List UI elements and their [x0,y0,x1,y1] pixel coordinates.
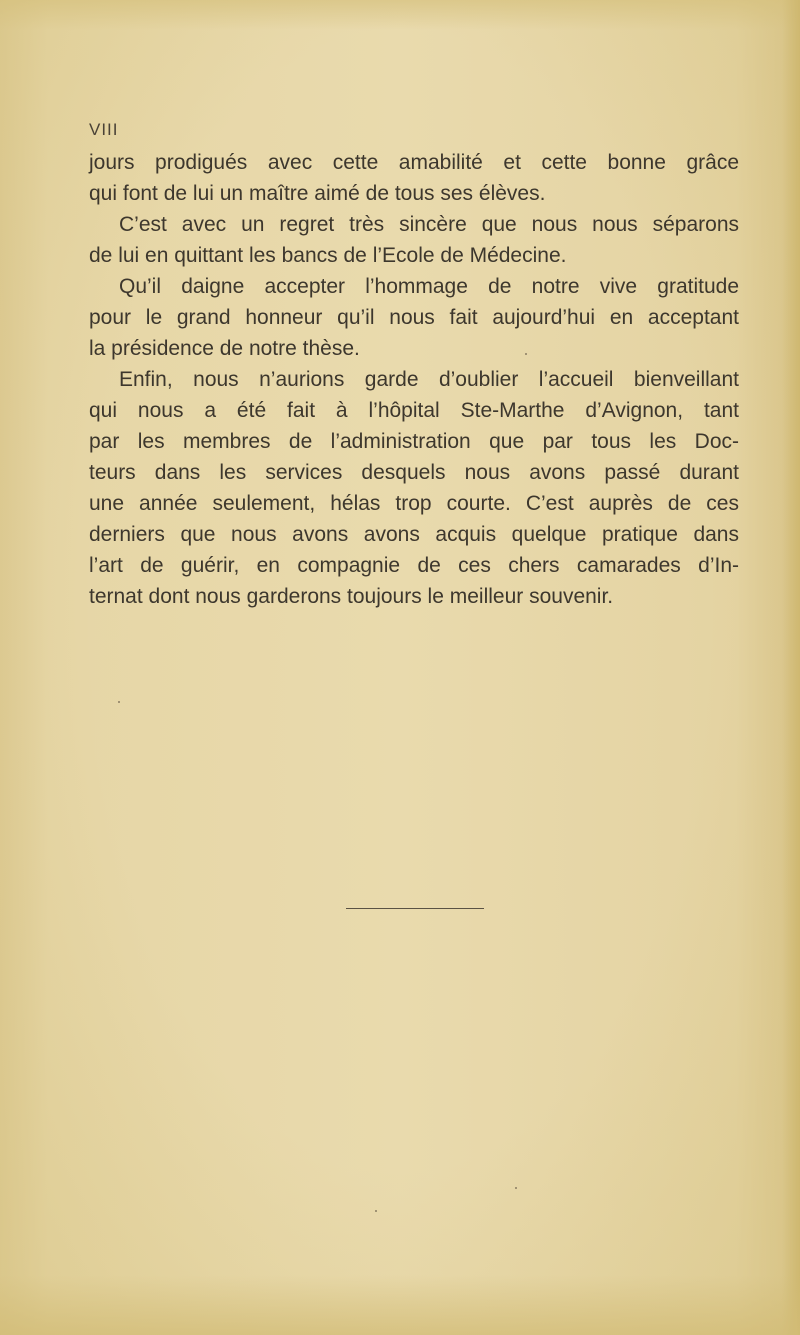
page-number: VIII [89,120,119,139]
paper-speck [525,353,527,355]
text-line: qui font de lui un maître aimé de tous ses élèves. [89,182,546,205]
section-divider [346,908,484,909]
text-line: pour le grand honneur qu’il nous fait aujourd’hui en acceptant [89,306,739,329]
text-line: Enfin, nous n’aurions garde d’oublier l’accueil bienveillant [119,368,739,391]
paper-speck [118,701,120,703]
page-shading-top [0,0,800,30]
text-line: de lui en quittant les bancs de l’Ecole de Médecine. [89,244,567,267]
paper-speck [515,1187,517,1189]
text-line: Qu’il daigne accepter l’hommage de notre vive gratitude [119,275,739,298]
text-line: derniers que nous avons avons acquis quelque pratique dans [89,523,739,546]
text-line: par les membres de l’administration que par tous les Doc- [89,430,739,453]
page-shading-right [782,0,800,1335]
text-line: qui nous a été fait à l’hôpital Ste-Marthe d’Avignon, tant [89,399,739,422]
body-text [89,147,739,612]
text-line: une année seulement, hélas trop courte. C’est auprès de ces [89,492,739,515]
text-line: ternat dont nous garderons toujours le meilleur souvenir. [89,585,614,608]
text-line: teurs dans les services desquels nous avons passé durant [89,461,739,484]
text-line: jours prodigués avec cette amabilité et cette bonne grâce [89,151,739,174]
page-shading-bottom [0,1275,800,1335]
text-line: l’art de guérir, en compagnie de ces chers camarades d’In- [89,554,739,577]
paper-speck [375,1210,377,1212]
text-line: C’est avec un regret très sincère que nous nous séparons [119,213,739,236]
text-line: la présidence de notre thèse. [89,337,360,360]
